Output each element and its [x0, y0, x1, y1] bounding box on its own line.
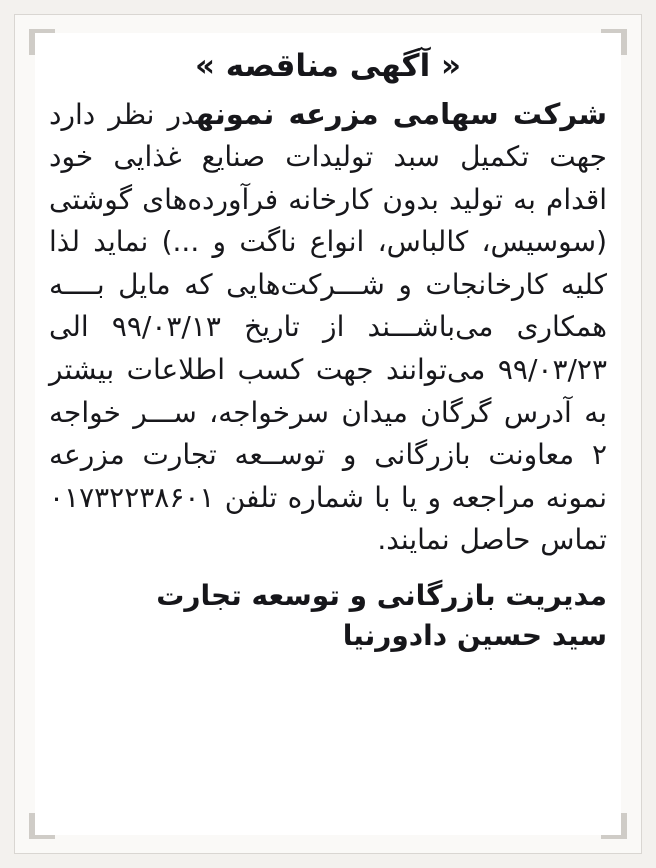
- ad-body-remainder: در نظر دارد جهت تکمیل سبد تولیدات صنایع غذایی خود اقدام به تولید بدون کارخانه فرآورده‌های گوشتی (سوسیس، کالباس، انواع ناگت و ...) نماید لذا کلیه کارخانجات و شـــرکت‌هایی که مایل بــــه همکاری می‌باشـــند از تاریخ ۹۹/۰۳/۱۳ الی ۹۹/۰۳/۲۳ می‌توانند جهت کسب اطلاعات بیشتر به آدرس گرگان میدان سرخواجه، ســـر خواجه ۲ معاونت بازرگانی و توســعه تجارت مزرعه نمونه مراجعه و یا با شماره تلفن ۰۱۷۳۲۲۳۸۶۰۱ تماس حاصل نمایند.: [49, 97, 607, 557]
- ad-content-panel: [35, 33, 621, 835]
- ad-title: « آگهی مناقصه »: [194, 48, 462, 84]
- ad-signature: [49, 576, 607, 657]
- ad-company-name: شرکت سهامی مزرعه نمونه: [195, 96, 607, 131]
- ad-signature-name: سید حسین دادورنیا: [342, 619, 607, 653]
- ad-signature-department: مدیریت بازرگانی و توسعه تجارت: [156, 578, 607, 612]
- ad-body-text: [49, 92, 607, 562]
- ad-frame: [14, 14, 642, 854]
